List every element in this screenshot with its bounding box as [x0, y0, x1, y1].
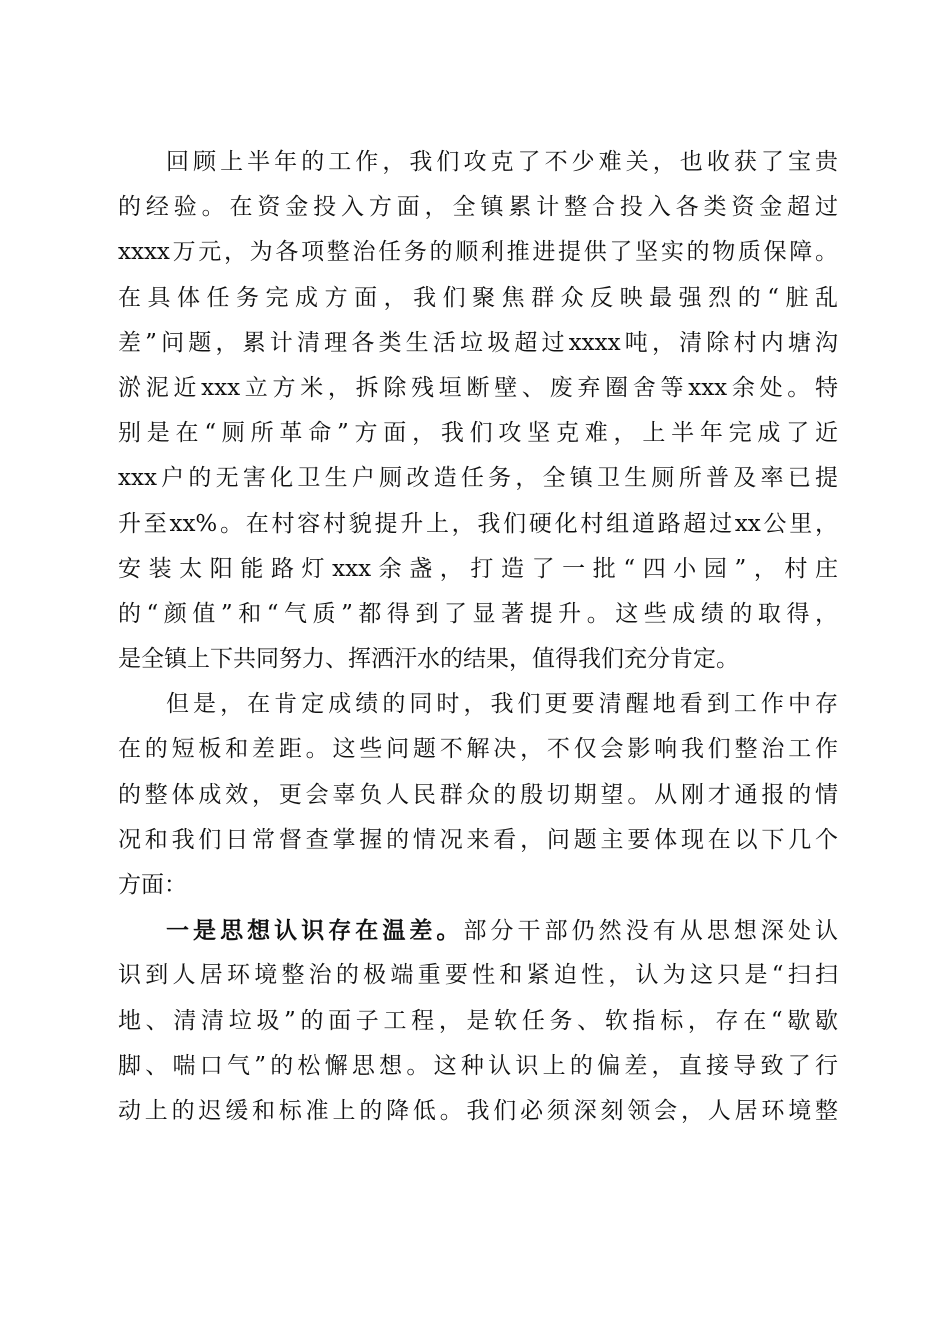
section-heading: 一是思想认识存在温差。 — [166, 917, 464, 945]
paragraph-1-line-4: 在具体任务完成方面，我们聚焦群众反映最强烈的“脏乱 — [118, 284, 838, 311]
paragraph-2-line-3: 的整体成效，更会辜负人民群众的殷切期望。从刚才通报的情 — [118, 781, 838, 808]
paragraph-3-line-2: 识到人居环境整治的极端重要性和紧迫性，认为这只是“扫扫 — [118, 962, 838, 989]
paragraph-1-line-7: 别是在“厕所革命”方面，我们攻坚克难，上半年完成了近 — [118, 420, 838, 447]
paragraph-1-line-12: 是全镇上下共同努力、挥洒汗水的结果，值得我们充分肯定。 — [118, 646, 739, 673]
paragraph-3-line-3: 地、清清垃圾”的面子工程，是软任务、软指标，存在“歇歇 — [118, 1007, 838, 1034]
paragraph-1-line-1: 回顾上半年的工作，我们攻克了不少难关，也收获了宝贵 — [166, 149, 838, 175]
paragraph-1-line-3: xxxx万元，为各项整治任务的顺利推进提供了坚实的物质保障。 — [118, 239, 838, 266]
paragraph-1-line-11: 的“颜值”和“气质”都得到了显著提升。这些成绩的取得， — [118, 600, 838, 627]
paragraph-2-line-1: 但是，在肯定成绩的同时，我们更要清醒地看到工作中存 — [166, 691, 838, 718]
document-body — [118, 140, 838, 1134]
paragraph-2-line-5: 方面： — [118, 872, 187, 898]
paragraph-2-line-2: 在的短板和差距。这些问题不解决，不仅会影响我们整治工作 — [118, 736, 838, 763]
paragraph-1-line-6: 淤泥近xxx立方米，拆除残垣断壁、废弃圈舍等xxx余处。特 — [118, 374, 838, 401]
paragraph-3-line-1-text: 部分干部仍然没有从思想深处认 — [463, 918, 838, 945]
paragraph-3-line-1 — [118, 908, 838, 953]
paragraph-1-line-5: 差”问题，累计清理各类生活垃圾超过xxxx吨，清除村内塘沟 — [118, 329, 838, 356]
paragraph-3-line-4: 脚、喘口气”的松懈思想。这种认识上的偏差，直接导致了行 — [118, 1052, 838, 1079]
paragraph-2-line-4: 况和我们日常督查掌握的情况来看，问题主要体现在以下几个 — [118, 826, 838, 853]
paragraph-1-line-10: 安装太阳能路灯xxx余盏，打造了一批“四小园”，村庄 — [118, 555, 838, 582]
paragraph-3-line-5: 动上的迟缓和标准上的降低。我们必须深刻领会，人居环境整 — [118, 1097, 838, 1124]
paragraph-1-line-2: 的经验。在资金投入方面，全镇累计整合投入各类资金超过 — [118, 194, 838, 221]
paragraph-1-line-8: xxx户的无害化卫生户厕改造任务，全镇卫生厕所普及率已提 — [118, 465, 838, 492]
paragraph-1-line-9: 升至xx%。在村容村貌提升上，我们硬化村组道路超过xx公里， — [118, 510, 838, 537]
